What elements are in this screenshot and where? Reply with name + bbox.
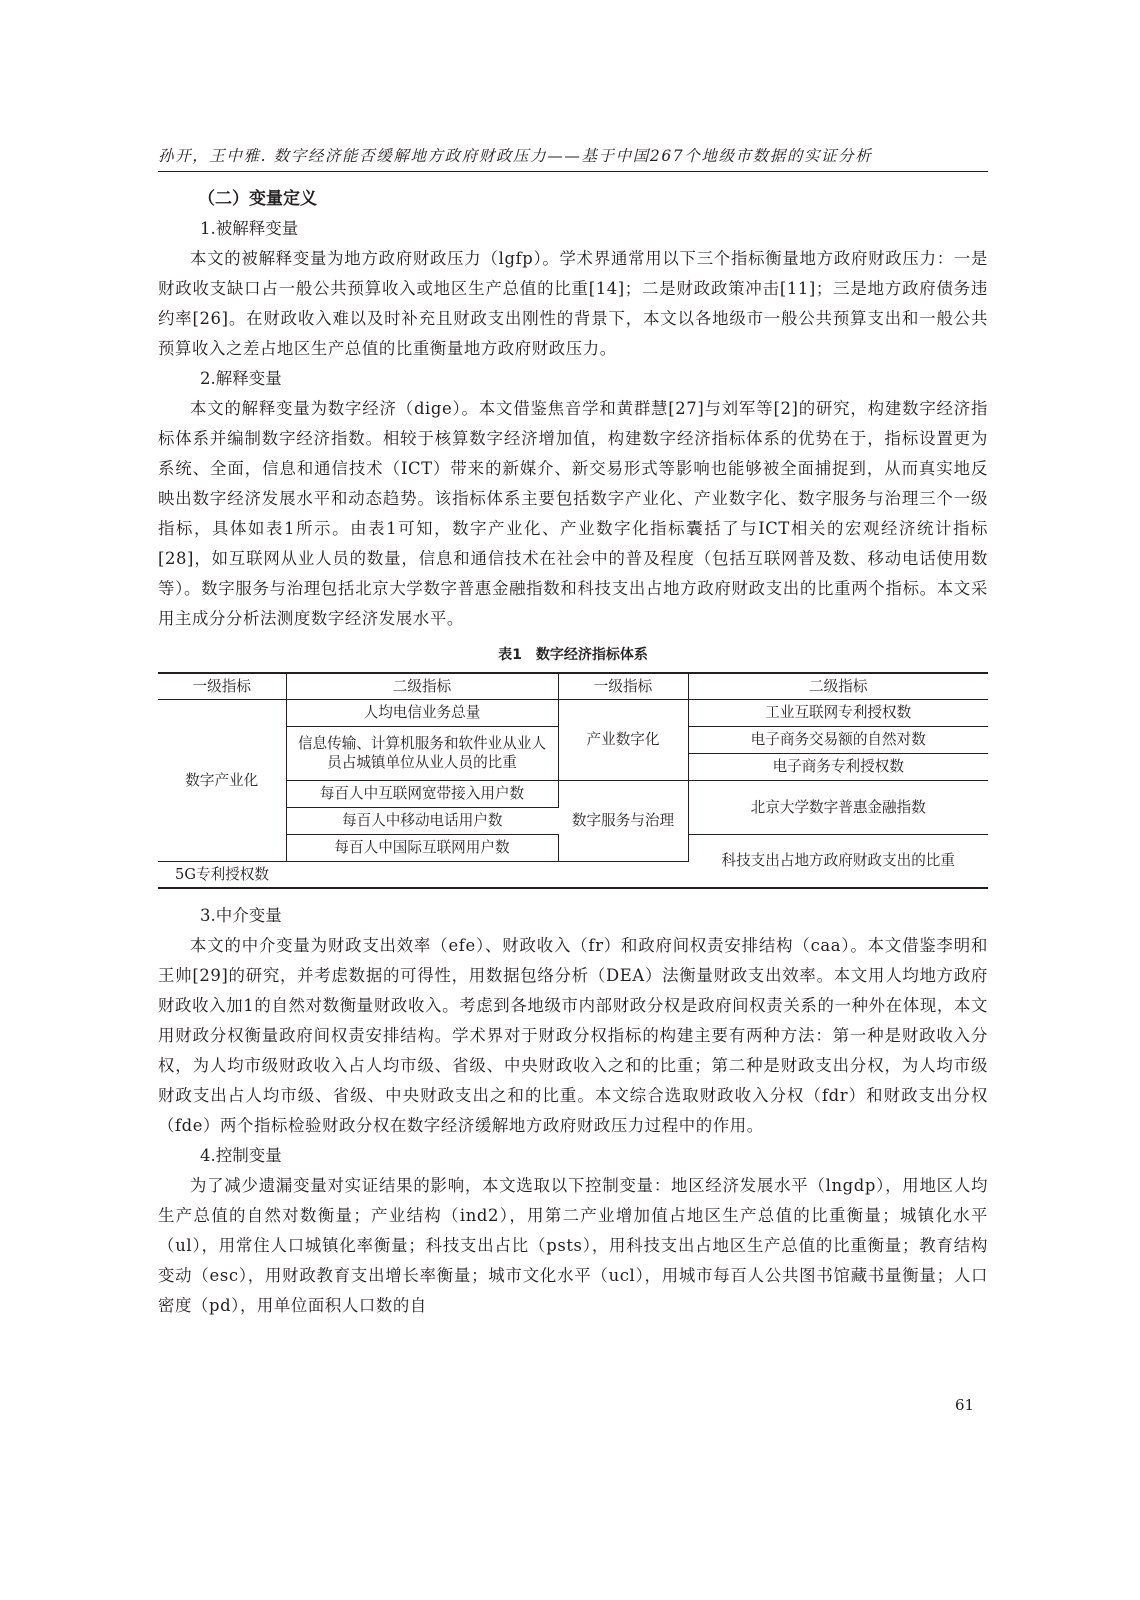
table-header-secondary: 二级指标 bbox=[286, 673, 558, 699]
secondary-indicator-cell: 每百人中移动电话用户数 bbox=[286, 807, 558, 834]
table-header-primary: 一级指标 bbox=[158, 673, 286, 699]
table-row bbox=[158, 699, 988, 726]
table-label: 表1 bbox=[498, 647, 522, 663]
secondary-indicator-cell: 每百人中国际互联网用户数 bbox=[286, 834, 558, 861]
section-title: （二）变量定义 bbox=[198, 189, 317, 209]
primary-indicator-industrial-digitalization: 产业数字化 bbox=[558, 699, 688, 780]
secondary-indicator-cell: 每百人中互联网宽带接入用户数 bbox=[286, 780, 558, 807]
indicator-table bbox=[158, 672, 988, 889]
paragraph-control-variable: 为了减少遗漏变量对实证结果的影响，本文选取以下控制变量：地区经济发展水平（lngdp），用地区人均生产总值的自然对数衡量；产业结构（ind2），用第二产业增加值占地区生产总值的比重衡量；城镇化水平（ul），用常住人口城镇化率衡量；科技支出占比（psts），用科技支出占地区生产总值的比重衡量；教育结构变动（esc），用财政教育支出增长率衡量；城市文化水平（ucl），用城市每百人公共图书馆藏书量衡量；人口密度（pd），用单位面积人口数的自 bbox=[158, 1176, 988, 1315]
secondary-indicator-cell: 工业互联网专利授权数 bbox=[688, 699, 988, 726]
table-spacer bbox=[158, 889, 988, 901]
secondary-indicator-cell: 电子商务交易额的自然对数 bbox=[688, 726, 988, 753]
subsection-title-mediating: 3.中介变量 bbox=[200, 906, 282, 925]
secondary-indicator-cell: 5G专利授权数 bbox=[158, 861, 286, 888]
paragraph-dependent-variable: 本文的被解释变量为地方政府财政压力（lgfp）。学术界通常用以下三个指标衡量地方政府财政压力：一是财政收支缺口占一般公共预算收入或地区生产总值的比重[14]；二是财政政策冲击[11]；三是地方政府债务违约率[26]。在财政收入难以及时补充且财政支出刚性的背景下，本文以各地级市一般公共预算支出和一般公共预算收入之差占地区生产总值的比重衡量地方政府财政压力。 bbox=[158, 249, 988, 358]
table-caption bbox=[158, 638, 988, 672]
secondary-indicator-cell: 科技支出占地方政府财政支出的比重 bbox=[688, 834, 988, 888]
paragraph-explanatory-variable: 本文的解释变量为数字经济（dige）。本文借鉴焦音学和黄群慧[27]与刘军等[2]的研究，构建数字经济指标体系并编制数字经济指数。相较于核算数字经济增加值，构建数字经济指标体系的优势在于，指标设置更为系统、全面，信息和通信技术（ICT）带来的新媒介、新交易形式等影响也能够被全面捕捉到，从而真实地反映出数字经济发展水平和动态趋势。该指标体系主要包括数字产业化、产业数字化、数字服务与治理三个一级指标，具体如表1所示。由表1可知，数字产业化、产业数字化指标囊括了与ICT相关的宏观经济统计指标[28]，如互联网从业人员的数量，信息和通信技术在社会中的普及程度（包括互联网普及数、移动电话使用数等）。数字服务与治理包括北京大学数字普惠金融指数和科技支出占地方政府财政支出的比重两个指标。本文采用主成分分析法测度数字经济发展水平。 bbox=[158, 399, 988, 628]
primary-indicator-digital-industrialization: 数字产业化 bbox=[158, 699, 286, 861]
table-header-row bbox=[158, 673, 988, 699]
table-header-secondary: 二级指标 bbox=[688, 673, 988, 699]
secondary-indicator-cell: 信息传输、计算机服务和软件业从业人员占城镇单位从业人员的比重 bbox=[286, 726, 558, 780]
table-title: 数字经济指标体系 bbox=[535, 647, 648, 663]
subsection-title-dependent: 1.被解释变量 bbox=[200, 219, 299, 238]
primary-indicator-digital-governance: 数字服务与治理 bbox=[558, 780, 688, 861]
page-body bbox=[158, 184, 988, 1321]
page-number: 61 bbox=[955, 1396, 975, 1414]
subsection-title-control: 4.控制变量 bbox=[200, 1146, 282, 1165]
secondary-indicator-cell: 北京大学数字普惠金融指数 bbox=[688, 780, 988, 834]
secondary-indicator-cell: 电子商务专利授权数 bbox=[688, 753, 988, 780]
paragraph-mediating-variable: 本文的中介变量为财政支出效率（efe）、财政收入（fr）和政府间权责安排结构（caa）。本文借鉴李明和王帅[29]的研究，并考虑数据的可得性，用数据包络分析（DEA）法衡量财政支出效率。本文用人均地方政府财政收入加1的自然对数衡量财政收入。考虑到各地级市内部财政分权是政府间权责关系的一种外在体现，本文用财政分权衡量政府间权责安排结构。学术界对于财政分权指标的构建主要有两种方法：第一种是财政收入分权，为人均市级财政收入占人均市级、省级、中央财政收入之和的比重；第二种是财政支出分权，为人均市级财政支出占人均市级、省级、中央财政支出之和的比重。本文综合选取财政收入分权（fdr）和财政支出分权（fde）两个指标检验财政分权在数字经济缓解地方政府财政压力过程中的作用。 bbox=[158, 936, 988, 1135]
table-header-primary: 一级指标 bbox=[558, 673, 688, 699]
subsection-title-explanatory: 2.解释变量 bbox=[200, 369, 282, 388]
header-rule bbox=[158, 171, 988, 172]
secondary-indicator-cell: 人均电信业务总量 bbox=[286, 699, 558, 726]
running-header: 孙开，王中雅. 数字经济能否缓解地方政府财政压力——基于中国267个地级市数据的实证分析 bbox=[158, 147, 873, 165]
